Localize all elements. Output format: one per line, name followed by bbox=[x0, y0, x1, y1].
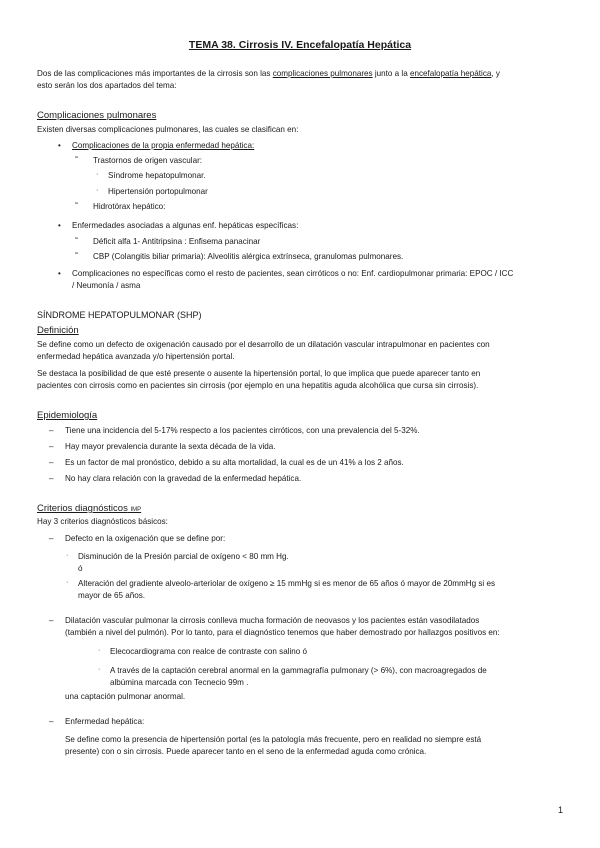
list-item-text: Alteración del gradiente alveolo-arteriolar de oxígeno ≥ 15 mmHg si es menor de 65 años ó mayor de 20mmHg si es bbox=[78, 579, 495, 588]
list-item-continued: / Neumonía / asma bbox=[72, 281, 141, 290]
list-item: ˜ Trastornos de origen vascular: bbox=[75, 155, 203, 165]
list-item: · Síndrome hepatopulmonar. bbox=[96, 171, 206, 180]
list-item: – Tiene una incidencia del 5-17% respecto a los pacientes cirróticos, con una prevalencia del 5-32%. bbox=[49, 426, 420, 435]
list-item-text: Enfermedad hepática: bbox=[65, 717, 145, 726]
criterios-intro: Hay 3 criterios diagnósticos básicos: bbox=[37, 517, 168, 526]
list-item-text: CBP (Colangitis biliar primaria): Alveolitis alérgica extrínseca, granulomas pulmonares. bbox=[93, 252, 404, 261]
list-item-o: ó bbox=[78, 564, 83, 573]
imp-tag: IMP bbox=[130, 507, 142, 513]
list-item-text: Síndrome hepatopulmonar. bbox=[108, 171, 206, 180]
criterios-heading-text: Criterios diagnósticos bbox=[37, 503, 128, 514]
list-item-continued: presente) con o sin cirrosis. Puede aparecer tanto en el seno de la enfermedad aguda como crónica. bbox=[65, 747, 427, 756]
intro-text: , y bbox=[491, 69, 500, 78]
list-item-text: Disminución de la Presión parcial de oxígeno < 80 mm Hg. bbox=[78, 552, 289, 561]
list-item: • Complicaciones de la propia enfermedad hepática: bbox=[72, 140, 254, 152]
list-item: · Hipertensión portopulmonar bbox=[96, 187, 208, 196]
intro-line2: esto serán los dos apartados del tema: bbox=[37, 81, 177, 90]
list-item-text: Tiene una incidencia del 5-17% respecto a los pacientes cirróticos, con una prevalencia del 5-32%. bbox=[65, 426, 420, 435]
list-item: – Es un factor de mal pronóstico, debido a su alta mortalidad, la cual es de un 41% a los 2 años. bbox=[49, 458, 404, 467]
definition-line: Se destaca la posibilidad de que esté presente o ausente la hipertensión portal, lo que implica que puede aparecer tanto en bbox=[37, 369, 481, 378]
subheading-epidemiologia: Epidemiología bbox=[37, 410, 98, 421]
intro-paragraph bbox=[37, 68, 567, 80]
list-item: · A través de la captación cerebral anormal en la gammagrafía pulmonary (> 6%), con macroagregados de bbox=[98, 666, 487, 675]
intro-term-encefalopatia: encefalopatía hepática bbox=[409, 69, 492, 78]
list-item: · Elecocardiograma con realce de contraste con salino ó bbox=[98, 647, 308, 656]
subheading-criterios bbox=[37, 502, 141, 516]
subheading-definicion: Definición bbox=[37, 325, 79, 336]
list-item: ˜ Hidrotórax hepático: bbox=[75, 201, 166, 211]
list-item-text: Dilatación vascular pulmonar la cirrosis conlleva mucha formación de neovasos y los pacientes están vasodilatados bbox=[65, 616, 480, 625]
list-item: • Complicaciones no específicas como el resto de pacientes, sean cirróticos o no: Enf. cardiopulmonar primaria: EPOC / ICC bbox=[72, 268, 513, 280]
list-item-text: Déficit alfa 1- Antitripsina : Enfisema panacinar bbox=[93, 237, 261, 246]
pulm-intro: Existen diversas complicaciones pulmonares, las cuales se clasifican en: bbox=[37, 125, 299, 134]
list-item: – Enfermedad hepática: bbox=[49, 717, 145, 726]
list-item-text: Trastornos de origen vascular: bbox=[93, 156, 203, 165]
list-item-text: No hay clara relación con la gravedad de la enfermedad hepática. bbox=[65, 474, 302, 483]
list-item-text: Es un factor de mal pronóstico, debido a su alta mortalidad, la cual es de un 41% a los 2 años. bbox=[65, 458, 404, 467]
list-item: – Defecto en la oxigenación que se define por: bbox=[49, 534, 226, 543]
definition-line: enfermedad hepática avanzada y/o hipertensión portal. bbox=[37, 352, 235, 361]
list-item-text: A través de la captación cerebral anormal en la gammagrafía pulmonary (> 6%), con macroagregados de bbox=[110, 666, 487, 675]
list-item-text: Elecocardiograma con realce de contraste con salino ó bbox=[110, 647, 308, 656]
list-item-continued: una captación pulmonar anormal. bbox=[65, 692, 186, 701]
definition-line: Se define como un defecto de oxigenación causado por el desarrollo de un dilatación vascular intrapulmonar en pacientes con bbox=[37, 340, 490, 349]
list-item: ˜ CBP (Colangitis biliar primaria): Alveolitis alérgica extrínseca, granulomas pulmonares. bbox=[75, 251, 404, 261]
section-heading-shp: SÍNDROME HEPATOPULMONAR (SHP) bbox=[37, 310, 202, 320]
list-item-text: Hidrotórax hepático: bbox=[93, 202, 166, 211]
list-item: • Enfermedades asociadas a algunas enf. hepáticas específicas: bbox=[72, 220, 298, 232]
list-item-text: Hipertensión portopulmonar bbox=[108, 187, 208, 196]
list-item-text: Defecto en la oxigenación que se define por: bbox=[65, 534, 226, 543]
intro-text: Dos de las complicaciones más importantes de la cirrosis son las bbox=[37, 69, 273, 78]
definition-line: pacientes con cirrosis como en pacientes sin cirrosis (por ejemplo en una hepatitis aguda alcohólica que cursa sin cirrosis). bbox=[37, 381, 479, 390]
list-item: ˜ Déficit alfa 1- Antitripsina : Enfisema panacinar bbox=[75, 236, 261, 246]
list-item-continued: (también a nivel del pulmón). Por lo tanto, para el diagnóstico tenemos que haber demostrado por hallazgos positivos en: bbox=[65, 628, 500, 637]
page-title: TEMA 38. Cirrosis IV. Encefalopatía Hepática bbox=[188, 39, 412, 51]
list-item: · Disminución de la Presión parcial de oxígeno < 80 mm Hg. bbox=[66, 552, 289, 561]
list-item: · Alteración del gradiente alveolo-arteriolar de oxígeno ≥ 15 mmHg si es menor de 65 años ó mayor de 20mmHg si es bbox=[66, 579, 495, 588]
intro-text: junto a la bbox=[372, 69, 410, 78]
list-item-continued: mayor de 65 años. bbox=[78, 591, 146, 600]
list-item-text: Hay mayor prevalencia durante la sexta década de la vida. bbox=[65, 442, 276, 451]
list-item-continued: Se define como la presencia de hipertensión portal (es la patología más frecuente, pero en realidad no siempre está bbox=[65, 735, 482, 744]
list-item: – Hay mayor prevalencia durante la sexta década de la vida. bbox=[49, 442, 276, 451]
intro-term-pulmonares: complicaciones pulmonares bbox=[272, 69, 373, 78]
list-item-continued: albúmina marcada con Tecnecio 99m . bbox=[110, 678, 249, 687]
list-item: – No hay clara relación con la gravedad de la enfermedad hepática. bbox=[49, 474, 302, 483]
page-number: 1 bbox=[558, 805, 564, 815]
section-heading-pulmonares: Complicaciones pulmonares bbox=[37, 110, 157, 121]
list-item: – Dilatación vascular pulmonar la cirrosis conlleva mucha formación de neovasos y los pacientes están vasodilatados bbox=[49, 616, 480, 625]
